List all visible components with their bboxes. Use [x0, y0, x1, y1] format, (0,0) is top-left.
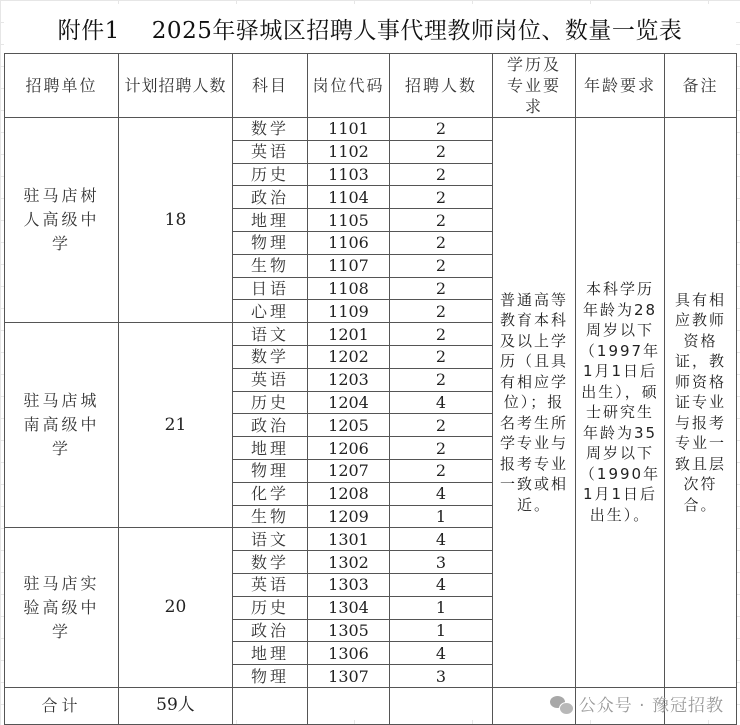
- recruit-count-cell: 2: [390, 118, 493, 141]
- recruit-count-cell: 2: [390, 437, 493, 460]
- total-empty-cell: [308, 687, 390, 724]
- position-code-cell: 1202: [308, 345, 390, 368]
- position-code-cell: 1207: [308, 459, 390, 482]
- spreadsheet-page: [4, 4, 736, 720]
- recruit-count-cell: 2: [390, 300, 493, 323]
- position-code-cell: 1307: [308, 665, 390, 688]
- recruit-count-cell: 3: [390, 551, 493, 574]
- unit-cell: 驻马店城南高级中学: [5, 323, 119, 528]
- subject-cell: 语文: [233, 528, 308, 551]
- table-row: [5, 118, 737, 141]
- subject-cell: 语文: [233, 323, 308, 346]
- position-code-cell: 1208: [308, 482, 390, 505]
- remark-cell: 具有相应教师资格证，教师资格证专业与报考专业一致且层次符合。: [665, 118, 737, 688]
- subject-cell: 政治: [233, 619, 308, 642]
- age-requirement-cell: 本科学历年龄为28周岁以下（1997年1月1日后出生），硕士研究生年龄为35周岁以下（1990年1月1日后出生）。: [576, 118, 665, 688]
- header-subject: 科目: [233, 54, 308, 118]
- position-code-cell: 1104: [308, 186, 390, 209]
- recruit-count-cell: 4: [390, 391, 493, 414]
- subject-cell: 心理: [233, 300, 308, 323]
- position-code-cell: 1203: [308, 368, 390, 391]
- recruit-count-cell: 2: [390, 140, 493, 163]
- position-code-cell: 1106: [308, 231, 390, 254]
- recruit-count-cell: 2: [390, 414, 493, 437]
- recruit-count-cell: 4: [390, 482, 493, 505]
- total-empty-cell: [233, 687, 308, 724]
- subject-cell: 地理: [233, 437, 308, 460]
- header-plan: 计划招聘人数: [119, 54, 233, 118]
- recruit-count-cell: 2: [390, 186, 493, 209]
- position-code-cell: 1103: [308, 163, 390, 186]
- recruit-count-cell: 3: [390, 665, 493, 688]
- position-code-cell: 1105: [308, 209, 390, 232]
- table-body: [5, 118, 737, 688]
- subject-cell: 物理: [233, 665, 308, 688]
- recruit-count-cell: 2: [390, 368, 493, 391]
- total-label: 合计: [5, 687, 119, 724]
- subject-cell: 数学: [233, 118, 308, 141]
- watermark-text: 公众号 · 豫冠招教: [578, 696, 724, 716]
- subject-cell: 日语: [233, 277, 308, 300]
- position-code-cell: 1109: [308, 300, 390, 323]
- recruit-count-cell: 2: [390, 254, 493, 277]
- position-code-cell: 1108: [308, 277, 390, 300]
- subject-cell: 数学: [233, 551, 308, 574]
- recruit-count-cell: 2: [390, 209, 493, 232]
- plan-count-cell: 21: [119, 323, 233, 528]
- position-code-cell: 1302: [308, 551, 390, 574]
- recruit-count-cell: 2: [390, 459, 493, 482]
- title-text: 2025年驿城区招聘人事代理教师岗位、数量一览表: [151, 18, 683, 44]
- header-age: 年龄要求: [576, 54, 665, 118]
- total-value: 59人: [119, 687, 233, 724]
- header-count: 招聘人数: [390, 54, 493, 118]
- subject-cell: 生物: [233, 505, 308, 528]
- position-code-cell: 1204: [308, 391, 390, 414]
- subject-cell: 历史: [233, 596, 308, 619]
- subject-cell: 政治: [233, 414, 308, 437]
- header-education: 学历及专业要求: [493, 54, 576, 118]
- subject-cell: 物理: [233, 231, 308, 254]
- title-prefix: 附件1: [57, 18, 120, 44]
- subject-cell: 历史: [233, 163, 308, 186]
- position-code-cell: 1303: [308, 573, 390, 596]
- recruit-count-cell: 1: [390, 619, 493, 642]
- subject-cell: 英语: [233, 368, 308, 391]
- position-code-cell: 1201: [308, 323, 390, 346]
- position-code-cell: 1305: [308, 619, 390, 642]
- position-code-cell: 1107: [308, 254, 390, 277]
- subject-cell: 政治: [233, 186, 308, 209]
- subject-cell: 数学: [233, 345, 308, 368]
- recruit-count-cell: 2: [390, 345, 493, 368]
- position-code-cell: 1102: [308, 140, 390, 163]
- recruit-count-cell: 4: [390, 642, 493, 665]
- watermark: [550, 691, 724, 716]
- subject-cell: 地理: [233, 642, 308, 665]
- subject-cell: 历史: [233, 391, 308, 414]
- plan-count-cell: 20: [119, 528, 233, 688]
- recruit-count-cell: 1: [390, 505, 493, 528]
- subject-cell: 物理: [233, 459, 308, 482]
- position-code-cell: 1205: [308, 414, 390, 437]
- subject-cell: 生物: [233, 254, 308, 277]
- recruit-count-cell: 4: [390, 528, 493, 551]
- header-row: [5, 54, 737, 118]
- recruit-count-cell: 2: [390, 163, 493, 186]
- recruit-count-cell: 2: [390, 231, 493, 254]
- position-code-cell: 1209: [308, 505, 390, 528]
- recruitment-table: [4, 53, 737, 725]
- total-empty-cell: [390, 687, 493, 724]
- position-code-cell: 1301: [308, 528, 390, 551]
- unit-cell: 驻马店实验高级中学: [5, 528, 119, 688]
- subject-cell: 英语: [233, 573, 308, 596]
- recruit-count-cell: 2: [390, 323, 493, 346]
- header-unit: 招聘单位: [5, 54, 119, 118]
- header-remark: 备注: [665, 54, 737, 118]
- recruit-count-cell: 2: [390, 277, 493, 300]
- position-code-cell: 1306: [308, 642, 390, 665]
- subject-cell: 英语: [233, 140, 308, 163]
- subject-cell: 地理: [233, 209, 308, 232]
- position-code-cell: 1206: [308, 437, 390, 460]
- education-requirement-cell: 普通高等教育本科及以上学历（且具有相应学位）；报名考生所学专业与报考专业一致或相近。: [493, 118, 576, 688]
- subject-cell: 化学: [233, 482, 308, 505]
- header-code: 岗位代码: [308, 54, 390, 118]
- position-code-cell: 1101: [308, 118, 390, 141]
- recruit-count-cell: 1: [390, 596, 493, 619]
- wechat-icon: [550, 694, 574, 714]
- unit-cell: 驻马店树人高级中学: [5, 118, 119, 323]
- recruit-count-cell: 4: [390, 573, 493, 596]
- page-title: [4, 4, 736, 53]
- position-code-cell: 1304: [308, 596, 390, 619]
- plan-count-cell: 18: [119, 118, 233, 323]
